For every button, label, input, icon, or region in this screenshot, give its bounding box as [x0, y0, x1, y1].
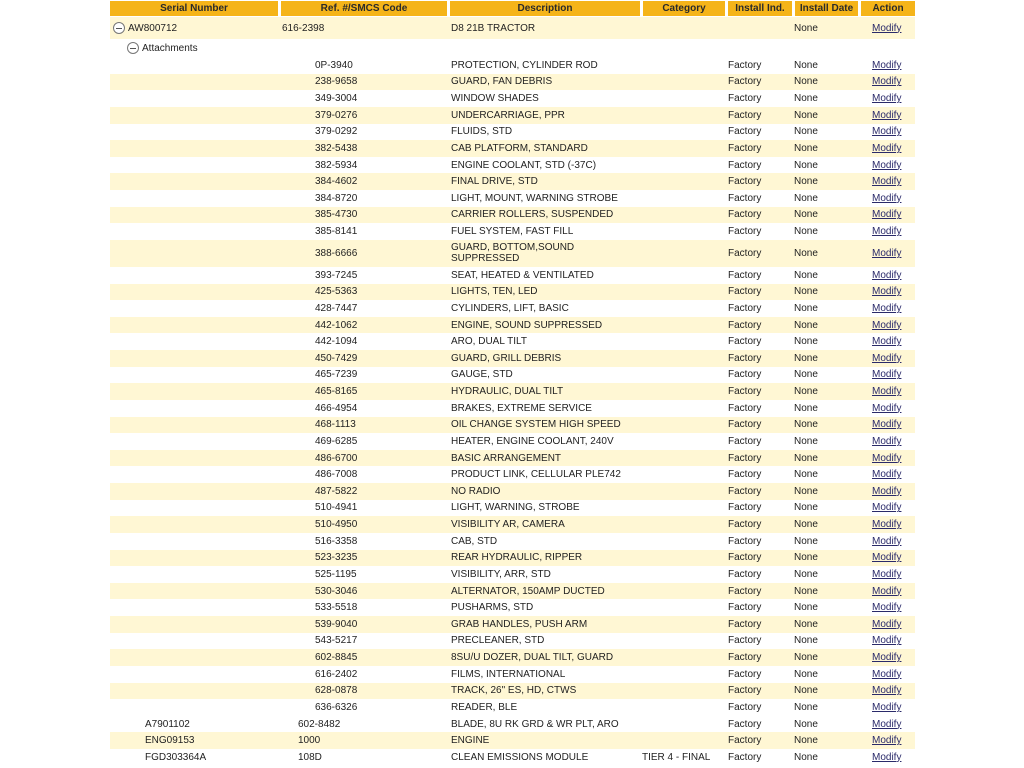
table-row-tractor [110, 17, 915, 39]
install-date: None [794, 142, 818, 154]
modify-link[interactable]: Modify [872, 485, 902, 497]
description: VISIBILITY, ARR, STD [451, 568, 551, 580]
install-date: None [794, 247, 818, 259]
table-row [110, 417, 915, 434]
table-row [110, 400, 915, 417]
table-row [110, 683, 915, 700]
description: CYLINDERS, LIFT, BASIC [451, 302, 569, 314]
install-date: None [794, 159, 818, 171]
install-ind: Factory [728, 668, 762, 680]
install-ind: Factory [728, 519, 762, 531]
tractor-ref: 616-2398 [282, 22, 325, 34]
install-date: None [794, 176, 818, 188]
install-date: None [794, 685, 818, 697]
table-row [110, 666, 915, 683]
ref-code: 466-4954 [315, 402, 358, 414]
ref-code: 385-4730 [315, 209, 358, 221]
component-serial: ENG09153 [145, 735, 195, 747]
table-row [110, 450, 915, 467]
table-row [110, 699, 915, 716]
install-ind: Factory [728, 286, 762, 298]
table-row [110, 107, 915, 124]
description: LIGHT, MOUNT, WARNING STROBE [451, 192, 618, 204]
ref-code: 510-4941 [315, 502, 358, 514]
ref-code: 465-7239 [315, 369, 358, 381]
description: FINAL DRIVE, STD [451, 176, 538, 188]
description: UNDERCARRIAGE, PPR [451, 109, 565, 121]
collapse-attachments-icon[interactable] [127, 42, 139, 54]
install-date: None [794, 585, 818, 597]
ref-code: 469-6285 [315, 435, 358, 447]
install-date: None [794, 93, 818, 105]
ref-code: 379-0292 [315, 126, 358, 138]
description: BASIC ARRANGEMENT [451, 452, 562, 464]
ref-code: 616-2402 [315, 668, 358, 680]
modify-link[interactable]: Modify [872, 751, 902, 763]
modify-link[interactable]: Modify [872, 618, 902, 630]
install-ind: Factory [728, 159, 762, 171]
modify-link[interactable]: Modify [872, 701, 902, 713]
install-ind: Factory [728, 302, 762, 314]
install-date: None [794, 126, 818, 138]
modify-link[interactable]: Modify [872, 552, 902, 564]
install-ind: Factory [728, 485, 762, 497]
install-ind: Factory [728, 652, 762, 664]
ref-code: 487-5822 [315, 485, 358, 497]
ref-code: 382-5934 [315, 159, 358, 171]
table-row [110, 157, 915, 174]
install-date: None [794, 369, 818, 381]
install-date: None [794, 435, 818, 447]
description: REAR HYDRAULIC, RIPPER [451, 552, 583, 564]
table-header [110, 0, 915, 17]
ref-code: 388-6666 [315, 247, 358, 259]
modify-link[interactable]: Modify [872, 269, 902, 281]
description: GRAB HANDLES, PUSH ARM [451, 618, 588, 630]
description: READER, BLE [451, 701, 518, 713]
modify-link[interactable]: Modify [872, 386, 902, 398]
install-ind: Factory [728, 192, 762, 204]
table-row [110, 317, 915, 334]
modify-link[interactable]: Modify [872, 109, 902, 121]
ref-code: 1000 [298, 735, 321, 747]
ref-code: 628-0878 [315, 685, 358, 697]
install-ind: Factory [728, 336, 762, 348]
table-row [110, 550, 915, 567]
description: NO RADIO [451, 485, 501, 497]
modify-link[interactable]: Modify [872, 319, 902, 331]
header-category[interactable]: Category [643, 1, 725, 16]
description: GUARD, GRILL DEBRIS [451, 352, 562, 364]
header-install-ind[interactable]: Install Ind. [728, 1, 792, 16]
ref-code: 384-4602 [315, 176, 358, 188]
table-row [110, 466, 915, 483]
table-row [110, 649, 915, 666]
install-date: None [794, 319, 818, 331]
modify-link[interactable]: Modify [872, 419, 902, 431]
component-row [110, 749, 915, 766]
ref-code: 108D [298, 751, 322, 763]
ref-code: 382-5438 [315, 142, 358, 154]
install-ind: Factory [728, 435, 762, 447]
install-ind: Factory [728, 718, 762, 730]
install-ind: Factory [728, 419, 762, 431]
tractor-description: D8 21B TRACTOR [451, 22, 536, 34]
install-ind: Factory [728, 176, 762, 188]
header-action[interactable]: Action [861, 1, 915, 16]
ref-code: 465-8165 [315, 386, 358, 398]
install-date: None [794, 336, 818, 348]
table-row [110, 367, 915, 384]
description: ARO, DUAL TILT [451, 336, 527, 348]
install-ind: Factory [728, 352, 762, 364]
ref-code: 428-7447 [315, 302, 358, 314]
install-ind: Factory [728, 552, 762, 564]
description: SEAT, HEATED & VENTILATED [451, 269, 594, 281]
table-row [110, 500, 915, 517]
description: GAUGE, STD [451, 369, 513, 381]
table-row [110, 300, 915, 317]
header-serial-number[interactable]: Serial Number [110, 1, 278, 16]
install-ind: Factory [728, 452, 762, 464]
description: VISIBILITY AR, CAMERA [451, 519, 565, 531]
install-ind: Factory [728, 386, 762, 398]
header-install-date[interactable]: Install Date [795, 1, 858, 16]
modify-link[interactable]: Modify [872, 602, 902, 614]
modify-link[interactable]: Modify [872, 302, 902, 314]
install-ind: Factory [728, 247, 762, 259]
ref-code: 238-9658 [315, 76, 358, 88]
description: TRACK, 26" ES, HD, CTWS [451, 685, 577, 697]
modify-link[interactable]: Modify [872, 247, 902, 259]
install-date: None [794, 668, 818, 680]
modify-link[interactable]: Modify [872, 93, 902, 105]
ref-code: 636-6326 [315, 701, 358, 713]
table-row [110, 173, 915, 190]
ref-code: 523-3235 [315, 552, 358, 564]
description: CLEAN EMISSIONS MODULE [451, 751, 589, 763]
table-row [110, 240, 915, 267]
description: 8SU/U DOZER, DUAL TILT, GUARD [451, 652, 614, 664]
install-date: None [794, 109, 818, 121]
ref-code: 0P-3940 [315, 59, 353, 71]
ref-code: 602-8845 [315, 652, 358, 664]
description: BRAKES, EXTREME SERVICE [451, 402, 592, 414]
modify-link[interactable]: Modify [872, 668, 902, 680]
description: HEATER, ENGINE COOLANT, 240V [451, 435, 614, 447]
attachments-label: Attachments [142, 42, 198, 54]
table-row [110, 333, 915, 350]
install-ind: Factory [728, 502, 762, 514]
install-date: None [794, 269, 818, 281]
ref-code: 530-3046 [315, 585, 358, 597]
ref-code: 442-1094 [315, 336, 358, 348]
install-date: None [794, 402, 818, 414]
table-row [110, 583, 915, 600]
description: PRECLEANER, STD [451, 635, 545, 647]
description: BLADE, 8U RK GRD & WR PLT, ARO [451, 718, 619, 730]
modify-link[interactable]: Modify [872, 435, 902, 447]
modify-link[interactable]: Modify [872, 142, 902, 154]
ref-code: 525-1195 [315, 568, 357, 580]
table-row [110, 433, 915, 450]
install-ind: Factory [728, 402, 762, 414]
modify-link[interactable]: Modify [872, 568, 902, 580]
description: FUEL SYSTEM, FAST FILL [451, 226, 574, 238]
install-date: None [794, 652, 818, 664]
install-date: None [794, 76, 818, 88]
table-row [110, 207, 915, 224]
install-ind: Factory [728, 269, 762, 281]
modify-link[interactable]: Modify [872, 226, 902, 238]
description: ENGINE, SOUND SUPPRESSED [451, 319, 603, 331]
ref-code: 450-7429 [315, 352, 358, 364]
install-date: None [794, 209, 818, 221]
description: GUARD, FAN DEBRIS [451, 76, 553, 88]
table-row [110, 516, 915, 533]
modify-link[interactable]: Modify [872, 519, 902, 531]
ref-code: 442-1062 [315, 319, 358, 331]
ref-code: 516-3358 [315, 535, 358, 547]
install-date: None [794, 751, 818, 763]
component-row [110, 732, 915, 749]
modify-link[interactable]: Modify [872, 735, 902, 747]
install-date: None [794, 718, 818, 730]
modify-link[interactable]: Modify [872, 352, 902, 364]
description: LIGHT, WARNING, STROBE [451, 502, 580, 514]
ref-code: 533-5518 [315, 602, 358, 614]
install-date: None [794, 485, 818, 497]
install-ind: Factory [728, 76, 762, 88]
description: ENGINE [451, 735, 490, 747]
modify-link[interactable]: Modify [872, 685, 902, 697]
table-row [110, 533, 915, 550]
install-ind: Factory [728, 126, 762, 138]
modify-link[interactable]: Modify [872, 502, 902, 514]
install-date: None [794, 552, 818, 564]
install-date: None [794, 635, 818, 647]
modify-link[interactable]: Modify [872, 76, 902, 88]
table-row [110, 124, 915, 141]
collapse-tractor-icon[interactable] [113, 22, 125, 34]
ref-code: 486-7008 [315, 469, 358, 481]
ref-code: 486-6700 [315, 452, 358, 464]
description: ALTERNATOR, 150AMP DUCTED [451, 585, 605, 597]
modify-link[interactable]: Modify [872, 336, 902, 348]
install-ind: Factory [728, 585, 762, 597]
install-ind: Factory [728, 685, 762, 697]
tractor-serial: AW800712 [128, 22, 178, 34]
table-row [110, 74, 915, 91]
header-description[interactable]: Description [450, 1, 640, 16]
install-date: None [794, 302, 818, 314]
modify-link[interactable]: Modify [872, 286, 902, 298]
component-row [110, 716, 915, 733]
install-date: None [794, 535, 818, 547]
description: GUARD, BOTTOM,SOUND SUPPRESSED [451, 242, 575, 265]
description: ENGINE COOLANT, STD (-37C) [451, 159, 597, 171]
install-date: None [794, 192, 818, 204]
install-ind: Factory [728, 751, 762, 763]
table-row [110, 140, 915, 157]
table-row [110, 350, 915, 367]
modify-link[interactable]: Modify [872, 469, 902, 481]
install-date: None [794, 419, 818, 431]
install-ind: Factory [728, 568, 762, 580]
description: FILMS, INTERNATIONAL [451, 668, 566, 680]
install-date: None [794, 618, 818, 630]
install-date: None [794, 59, 818, 71]
install-ind: Factory [728, 209, 762, 221]
install-date: None [794, 701, 818, 713]
ref-code: 602-8482 [298, 718, 341, 730]
modify-link[interactable]: Modify [872, 159, 902, 171]
install-ind: Factory [728, 469, 762, 481]
ref-code: 543-5217 [315, 635, 358, 647]
ref-code: 539-9040 [315, 618, 358, 630]
table-row [110, 57, 915, 74]
description: PRODUCT LINK, CELLULAR PLE742 [451, 469, 621, 481]
install-date: None [794, 469, 818, 481]
modify-link[interactable]: Modify [872, 652, 902, 664]
modify-link[interactable]: Modify [872, 209, 902, 221]
component-serial: A7901102 [145, 718, 190, 730]
table-row [110, 483, 915, 500]
table-row [110, 599, 915, 616]
equipment-table [110, 0, 915, 766]
table-row [110, 616, 915, 633]
install-date: None [794, 735, 818, 747]
install-ind: Factory [728, 226, 762, 238]
attachments-group-row [110, 39, 915, 57]
description: CARRIER ROLLERS, SUSPENDED [451, 209, 614, 221]
install-ind: Factory [728, 93, 762, 105]
modify-link[interactable]: Modify [872, 192, 902, 204]
description: FLUIDS, STD [451, 126, 513, 138]
ref-code: 385-8141 [315, 226, 358, 238]
component-serial: FGD303364A [145, 751, 207, 763]
install-ind: Factory [728, 618, 762, 630]
description: CAB, STD [451, 535, 498, 547]
description: HYDRAULIC, DUAL TILT [451, 386, 564, 398]
description: WINDOW SHADES [451, 93, 539, 105]
modify-link[interactable]: Modify [872, 176, 902, 188]
install-ind: Factory [728, 369, 762, 381]
table-row [110, 267, 915, 284]
modify-link[interactable]: Modify [872, 452, 902, 464]
table-row [110, 190, 915, 207]
description: LIGHTS, TEN, LED [451, 286, 538, 298]
table-row [110, 633, 915, 650]
install-ind: Factory [728, 635, 762, 647]
ref-code: 349-3004 [315, 93, 358, 105]
install-ind: Factory [728, 602, 762, 614]
description: CAB PLATFORM, STANDARD [451, 142, 588, 154]
modify-link[interactable]: Modify [872, 126, 902, 138]
description: OIL CHANGE SYSTEM HIGH SPEED [451, 419, 621, 431]
description: PROTECTION, CYLINDER ROD [451, 59, 598, 71]
modify-link[interactable]: Modify [872, 635, 902, 647]
modify-link[interactable]: Modify [872, 718, 902, 730]
table-row [110, 284, 915, 301]
install-date: None [794, 519, 818, 531]
install-date: None [794, 602, 818, 614]
ref-code: 510-4950 [315, 519, 358, 531]
modify-link[interactable]: Modify [872, 402, 902, 414]
install-date: None [794, 286, 818, 298]
table-row [110, 566, 915, 583]
install-date: None [794, 226, 818, 238]
ref-code: 384-8720 [315, 192, 358, 204]
modify-link[interactable]: Modify [872, 535, 902, 547]
table-row [110, 383, 915, 400]
tractor-modify-link[interactable]: Modify [872, 22, 902, 34]
modify-link[interactable]: Modify [872, 585, 902, 597]
header-ref-code[interactable]: Ref. #/SMCS Code [281, 1, 447, 16]
install-date: None [794, 568, 818, 580]
table-row [110, 90, 915, 107]
install-ind: Factory [728, 735, 762, 747]
modify-link[interactable]: Modify [872, 369, 902, 381]
ref-code: 393-7245 [315, 269, 358, 281]
ref-code: 379-0276 [315, 109, 358, 121]
category: TIER 4 - FINAL [642, 751, 711, 763]
table-row [110, 223, 915, 240]
install-ind: Factory [728, 535, 762, 547]
ref-code: 468-1113 [315, 419, 356, 431]
install-ind: Factory [728, 142, 762, 154]
install-date: None [794, 352, 818, 364]
install-date: None [794, 386, 818, 398]
modify-link[interactable]: Modify [872, 59, 902, 71]
install-ind: Factory [728, 59, 762, 71]
description: PUSHARMS, STD [451, 602, 534, 614]
install-date: None [794, 502, 818, 514]
install-ind: Factory [728, 701, 762, 713]
tractor-install-date: None [794, 22, 818, 34]
install-ind: Factory [728, 109, 762, 121]
install-ind: Factory [728, 319, 762, 331]
install-date: None [794, 452, 818, 464]
ref-code: 425-5363 [315, 286, 358, 298]
